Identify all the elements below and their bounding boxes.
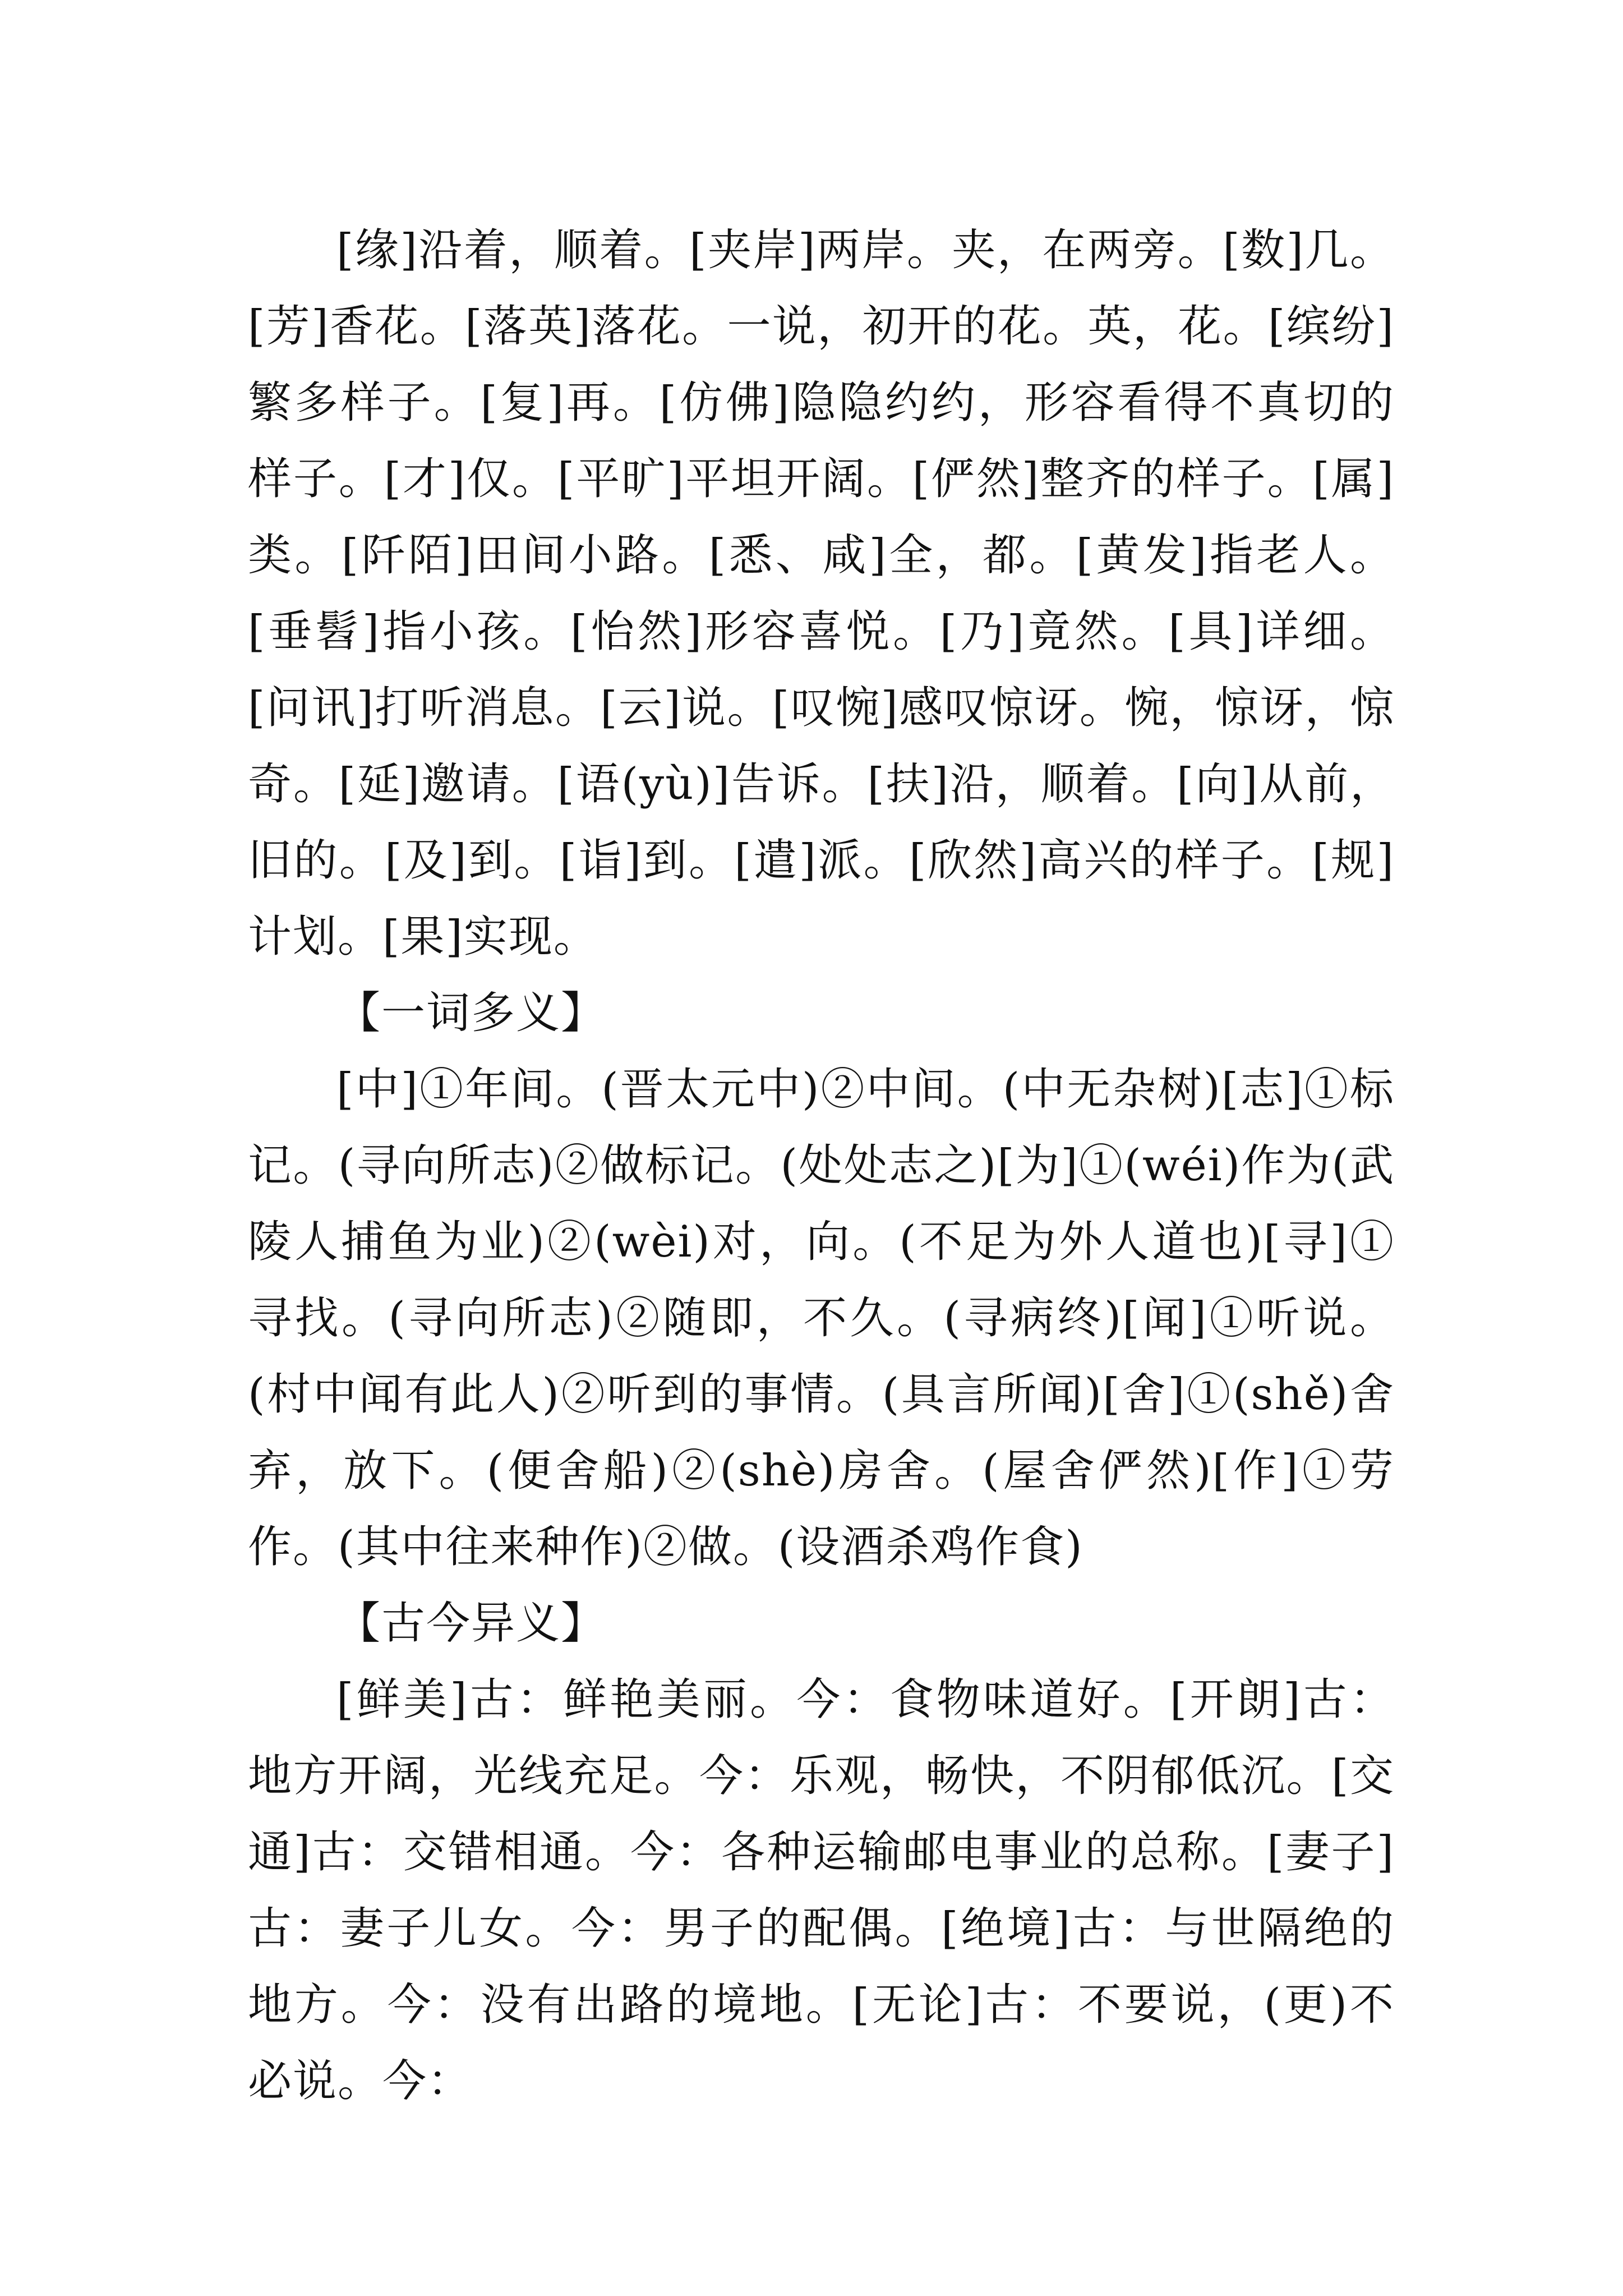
section-heading-ancient-modern: 【古今异义】 [336,1598,606,1649]
polysemy-paragraph: [中]①年间。(晋太元中)②中间。(中无杂树)[志]①标记。(寻向所志)②做标记。(处处志之)[为]①(wéi)作为(武陵人捕鱼为业)②(wèi)对，向。(不足为外人道也)[寻]①寻找。(寻向所志)②随即，不久。(寻病终)[闻]①听说。(村中闻有此人)②听到的事情。(具言所闻)[舍]①(shě)舍弃，放下。(便舍船)②(shè)房舍。(屋舍俨然)[作]①劳作。(其中往来种作)②做。(设酒杀鸡作食) [248,1064,1395,1572]
document-page [248,212,1395,2119]
section-heading-polysemy: 【一词多义】 [336,988,606,1038]
vocabulary-notes-paragraph: [缘]沿着，顺着。[夹岸]两岸。夹，在两旁。[数]几。[芳]香花。[落英]落花。一说，初开的花。英，花。[缤纷]繁多样子。[复]再。[仿佛]隐隐约约，形容看得不真切的样子。[才]仅。[平旷]平坦开阔。[俨然]整齐的样子。[属]类。[阡陌]田间小路。[悉、咸]全，都。[黄发]指老人。[垂髫]指小孩。[怡然]形容喜悦。[乃]竟然。[具]详细。[问讯]打听消息。[云]说。[叹惋]感叹惊讶。惋，惊讶，惊奇。[延]邀请。[语(yù)]告诉。[扶]沿，顺着。[向]从前，旧的。[及]到。[诣]到。[遣]派。[欣然]高兴的样子。[规]计划。[果]实现。 [248,225,1395,962]
ancient-modern-paragraph: [鲜美]古：鲜艳美丽。今：食物味道好。[开朗]古：地方开阔，光线充足。今：乐观，畅快，不阴郁低沉。[交通]古：交错相通。今：各种运输邮电事业的总称。[妻子]古：妻子儿女。今：男子的配偶。[绝境]古：与世隔绝的地方。今：没有出路的境地。[无论]古：不要说，(更)不必说。今： [248,1674,1395,2106]
